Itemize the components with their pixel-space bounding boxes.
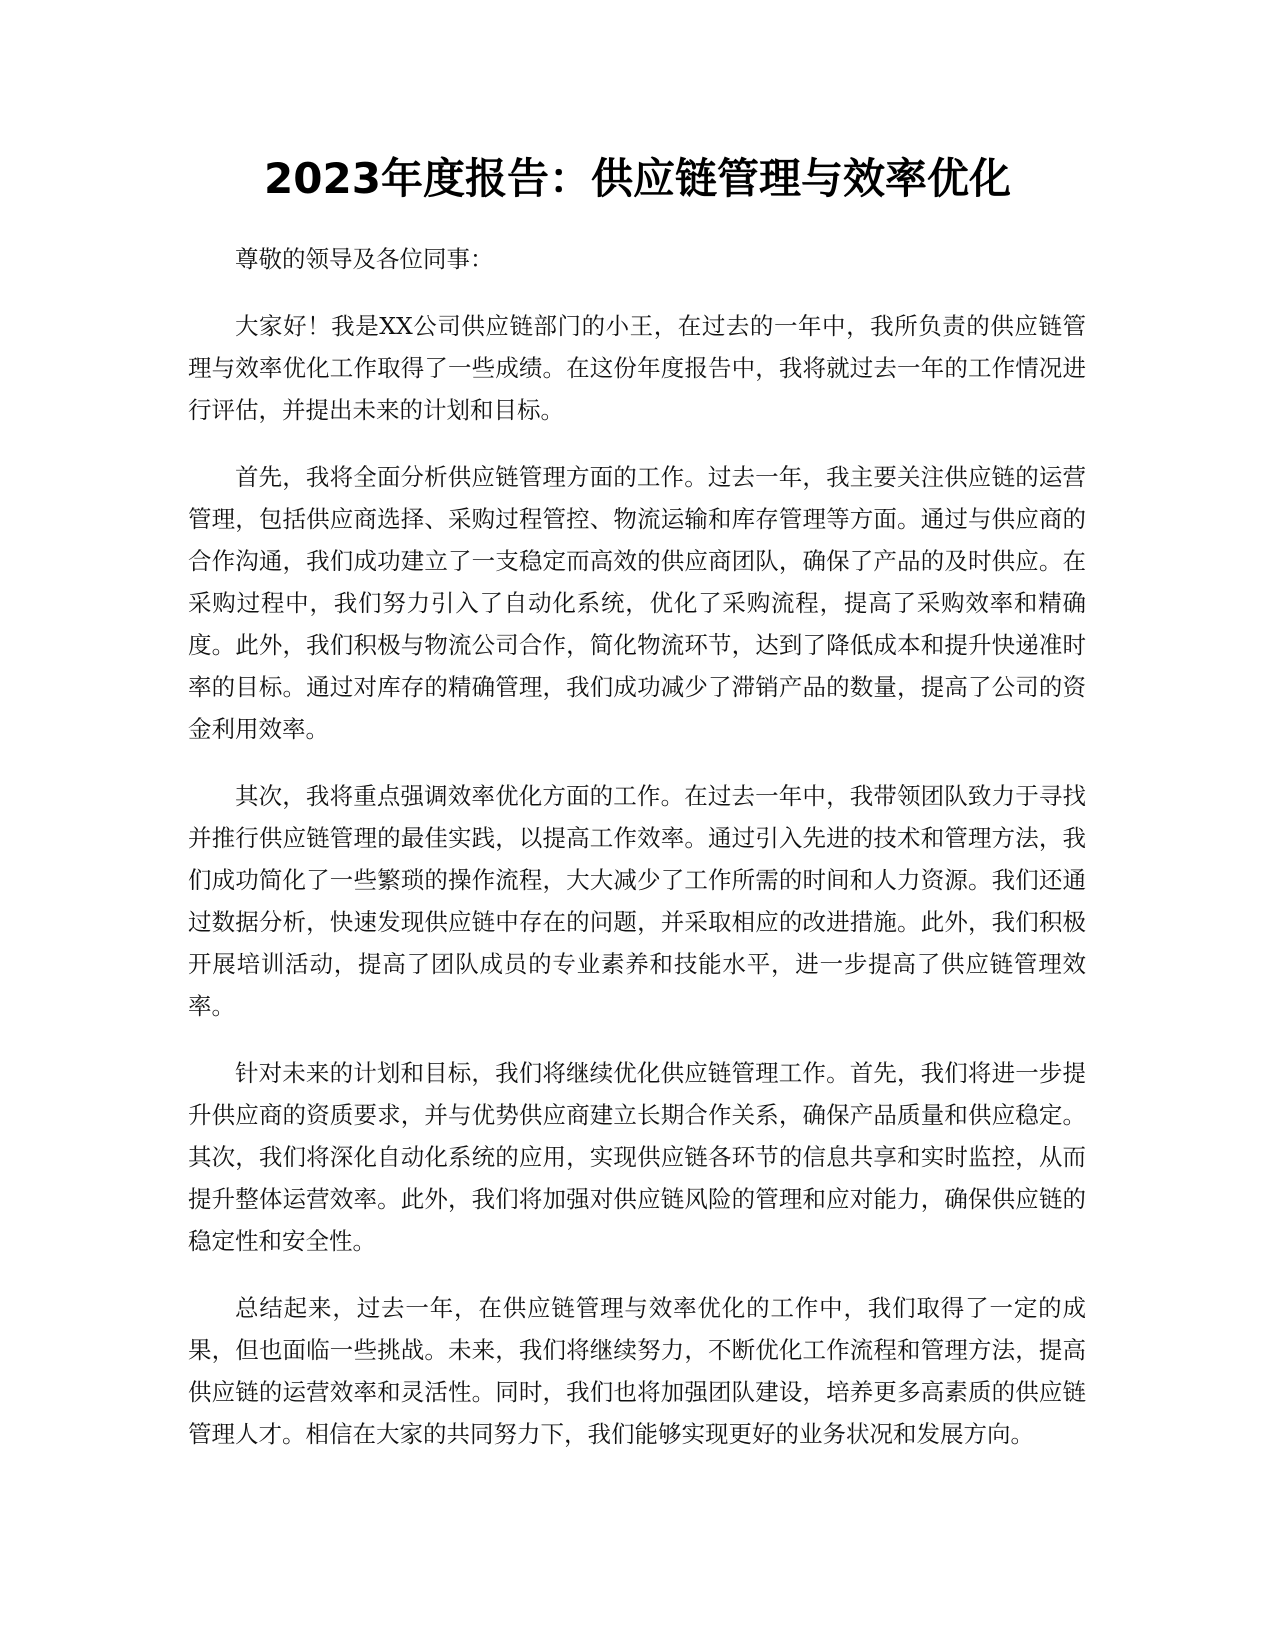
future-plans-paragraph: 针对未来的计划和目标，我们将继续优化供应链管理工作。首先，我们将进一步提升供应商的资质要求，并与优势供应商建立长期合作关系，确保产品质量和供应稳定。其次，我们将深化自动化系统的应用，实现供应链各环节的信息共享和实时监控，从而提升整体运营效率。此外，我们将加强对供应链风险的管理和应对能力，确保供应链的稳定性和安全性。 bbox=[188, 1059, 1086, 1255]
intro-paragraph: 大家好！我是XX公司供应链部门的小王，在过去的一年中，我所负责的供应链管理与效率优化工作取得了一些成绩。在这份年度报告中，我将就过去一年的工作情况进行评估，并提出未来的计划和目标。 bbox=[188, 312, 1086, 424]
summary-paragraph: 总结起来，过去一年，在供应链管理与效率优化的工作中，我们取得了一定的成果，但也面临一些挑战。未来，我们将继续努力，不断优化工作流程和管理方法，提高供应链的运营效率和灵活性。同时，我们也将加强团队建设，培养更多高素质的供应链管理人才。相信在大家的共同努力下，我们能够实现更好的业务状况和发展方向。 bbox=[188, 1294, 1086, 1448]
document-body bbox=[188, 238, 1086, 1480]
document-title: 2023年度报告：供应链管理与效率优化 bbox=[264, 154, 1011, 203]
greeting-paragraph: 尊敬的领导及各位同事： bbox=[235, 245, 494, 273]
supply-chain-analysis-paragraph: 首先，我将全面分析供应链管理方面的工作。过去一年，我主要关注供应链的运营管理，包括供应商选择、采购过程管控、物流运输和库存管理等方面。通过与供应商的合作沟通，我们成功建立了一支稳定而高效的供应商团队，确保了产品的及时供应。在采购过程中，我们努力引入了自动化系统，优化了采购流程，提高了采购效率和精确度。此外，我们积极与物流公司合作，简化物流环节，达到了降低成本和提升快递准时率的目标。通过对库存的精确管理，我们成功减少了滞销产品的数量，提高了公司的资金利用效率。 bbox=[188, 463, 1086, 743]
efficiency-optimization-paragraph: 其次，我将重点强调效率优化方面的工作。在过去一年中，我带领团队致力于寻找并推行供应链管理的最佳实践，以提高工作效率。通过引入先进的技术和管理方法，我们成功简化了一些繁琐的操作流程，大大减少了工作所需的时间和人力资源。我们还通过数据分析，快速发现供应链中存在的问题，并采取相应的改进措施。此外，我们积极开展培训活动，提高了团队成员的专业素养和技能水平，进一步提高了供应链管理效率。 bbox=[188, 782, 1086, 1020]
